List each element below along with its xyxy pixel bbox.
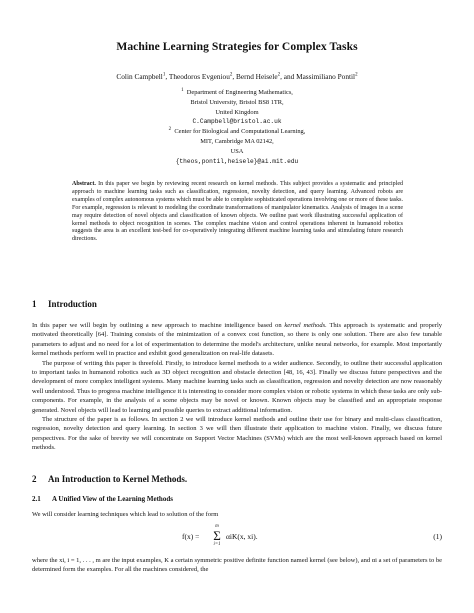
- paragraph: The purpose of writing this paper is threefold. Firstly, to introduce kernel methods to a wider audience. Secondly, to outline their successful application to important tasks in humanoid robotics such as 3D object recognition and obstacle detection [48, 16, 43]. Finally we discuss future perspectives and the development of more complex intelligent systems. Many machine learning tasks such as classification, regression and novelty detection are now reasonably well understood. Thus to progress machine intelligence it is interesting to consider more complex vision or robotic systems in which these tasks are only sub-components. For example, in the analysis of a scene objects may be novel or known. Known objects may be classified and an appropriate response generated. Novel objects will lead to learning and possible queries to extract additional information.: [32, 359, 442, 414]
- affiliation-line: USA: [230, 147, 244, 155]
- abstract: [72, 181, 403, 244]
- affiliation-department: Department of Engineering Mathematics,: [186, 89, 293, 96]
- affiliation-center: Center for Biological and Computational Learning,: [174, 128, 306, 136]
- affiliation-mark: 2: [229, 72, 233, 78]
- paragraph: We will consider learning techniques which lead to solution of the form: [32, 511, 219, 518]
- sum-upper-limit: m: [215, 524, 219, 529]
- affiliation-line: MIT, Cambridge MA 02142,: [200, 137, 274, 145]
- author-separator: ,: [232, 72, 237, 81]
- affiliation-mark: 1: [181, 87, 184, 93]
- subsection-number: 2.1: [32, 495, 41, 503]
- sigma-icon: Σ: [213, 528, 221, 543]
- section-heading: [32, 474, 187, 484]
- equation-rhs: αiK(x, xi).: [226, 532, 258, 541]
- section-title: An Introduction to Kernel Methods.: [48, 474, 188, 484]
- affiliation-line: [0, 88, 474, 98]
- summation-symbol: [210, 524, 224, 547]
- affiliation-line: Bristol University, Bristol BS8 1TR,: [190, 98, 284, 106]
- author-separator: , and: [280, 72, 297, 81]
- author-name: Colin Campbell: [116, 72, 163, 81]
- section-body: [32, 321, 442, 453]
- affiliation-line: [0, 127, 474, 137]
- section-number: 2: [32, 474, 37, 484]
- author-list: [0, 72, 474, 81]
- author-name: Massimiliano Pontil: [296, 72, 356, 81]
- abstract-label: Abstract.: [72, 181, 96, 187]
- affiliation-email: C.Campbell@bristol.ac.uk: [192, 118, 282, 126]
- sum-lower-limit: i=1: [213, 542, 221, 547]
- author-name: Bernd Heisele: [236, 72, 278, 81]
- affiliations: [0, 88, 474, 166]
- affiliation-mark: 2: [277, 72, 281, 78]
- author-separator: ,: [165, 72, 169, 81]
- section-title: Introduction: [48, 299, 97, 309]
- abstract-text: In this paper we begin by reviewing recent research on kernel methods. This subject provides a systematic and principled approach to machine learning tasks such as classification, regression, novelty detection, and query learning. Advanced robots are examples of complex autonomous systems which must be able to complete sophisticated operations involving one or more of these tasks. For example, regression is relevant to modeling the coordinate transformations of manipulator kinematics. Analysis of images in a scene may require detection of novel objects and classification of known objects. We outline past work illustrating successful application of kernel methods to object recognition in scenes. The complex machine vision and control operations inherent in humanoid robotics suggests the area is an excellent test-bed for co-operatively integrating different machine learning tasks and stimulating future research directions.: [72, 181, 403, 243]
- affiliation-line: United Kingdom: [215, 108, 259, 116]
- paragraph: where the xi, i = 1, . . . , m are the input examples, K a certain symmetric positive definite function named kernel (see below), and αi a set of parameters to be determined form the examples. For all the machines considered, the: [32, 557, 442, 574]
- section-heading: [32, 299, 97, 309]
- paragraph: [32, 321, 442, 359]
- affiliation-mark: 2: [168, 127, 172, 133]
- subsection-heading: [32, 495, 173, 503]
- author-name: Theodoros Evgeniou: [168, 72, 230, 81]
- affiliation-mark: 2: [355, 72, 358, 78]
- affiliation-mark: 1: [162, 72, 166, 78]
- paragraph: The structure of the paper is as follows. In section 2 we will introduce kernel methods and outline their use for binary and multi-class classification, regression, novelty detection and query learning. In section 3 we will then illustrate their application to machine vision. Finally, we discuss future perspectives. For the sake of brevity we will concentrate on Support Vector Machines (SVMs) which are the most well-known approach based on kernel methods.: [32, 416, 442, 452]
- equation-number: (1): [433, 532, 442, 541]
- paragraph-text: In this paper we will begin by outlining a new approach to machine intelligence based on: [32, 322, 285, 329]
- paper-title: Machine Learning Strategies for Complex Tasks: [116, 40, 358, 53]
- paragraph-text: This approach is systematic and properly motivated theoretically [64]. Training consists of the minimization of a convex cost function, so there is only one solution. There are also few tunable parameters to adjust and no need for a lot of experimentation to determine the model's architecture, unlike neural networks, for example. Most importantly kernel methods perform well in practice and exhibit good generalization on real-life datasets.: [32, 322, 443, 358]
- affiliation-email: {theos,pontil,heisele}@ai.mit.edu: [175, 157, 299, 165]
- section-number: 1: [32, 299, 37, 309]
- equation-lhs: f(x) =: [182, 532, 200, 541]
- emphasis: kernel methods.: [284, 322, 327, 329]
- subsection-title: A Unified View of the Learning Methods: [52, 495, 173, 503]
- equation: [32, 524, 442, 551]
